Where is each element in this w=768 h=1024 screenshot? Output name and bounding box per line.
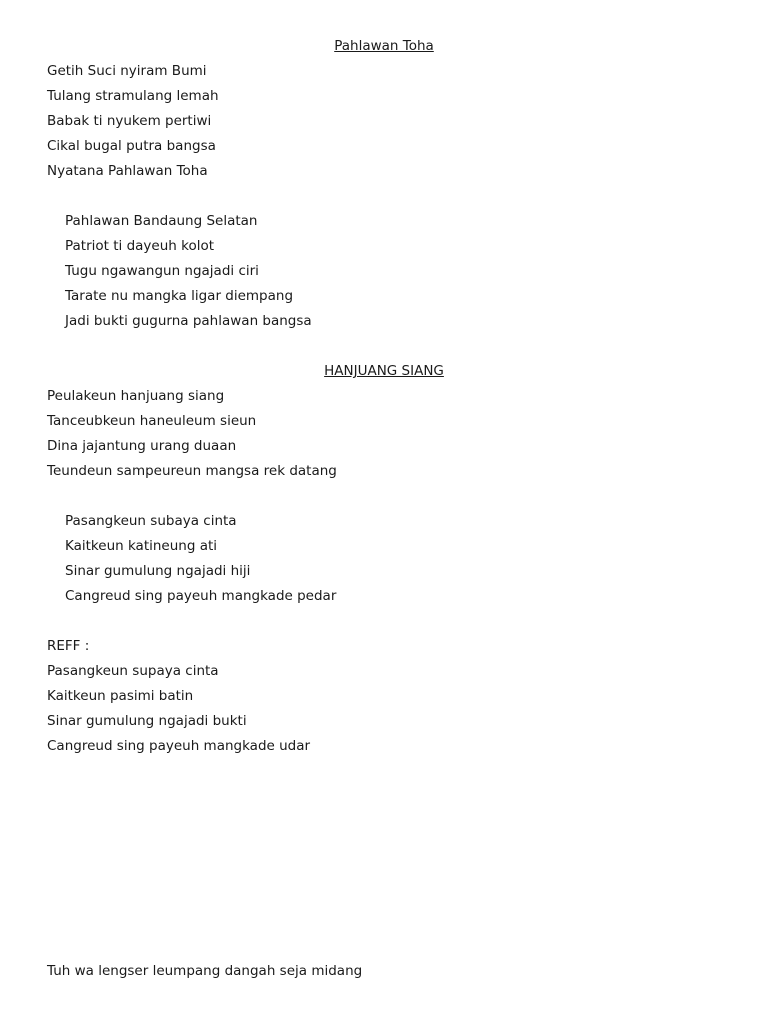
verse-line: Pasangkeun subaya cinta — [65, 513, 237, 529]
reff-label: REFF : — [47, 638, 90, 654]
verse-line: Nyatana Pahlawan Toha — [47, 163, 208, 179]
verse-line: Cikal bugal putra bangsa — [47, 138, 216, 154]
verse-line: Tarate nu mangka ligar diempang — [65, 288, 294, 304]
verse-line: Tulang stramulang lemah — [47, 88, 219, 104]
verse-line: Pahlawan Bandaung Selatan — [65, 213, 258, 229]
verse-line: Tanceubkeun haneuleum sieun — [47, 413, 257, 429]
verse-line: Dina jajantung urang duaan — [47, 438, 237, 454]
verse-line: Sinar gumulung ngajadi bukti — [47, 713, 247, 729]
verse-line: Sinar gumulung ngajadi hiji — [65, 563, 251, 579]
verse-line: Pasangkeun supaya cinta — [47, 663, 219, 679]
verse-line: Kaitkeun pasimi batin — [47, 688, 194, 704]
verse-line: Babak ti nyukem pertiwi — [47, 113, 212, 129]
verse-line: Kaitkeun katineung ati — [65, 538, 218, 554]
footer-verse-line: Tuh wa lengser leumpang dangah seja midang — [47, 963, 363, 979]
verse-line: Tugu ngawangun ngajadi ciri — [65, 263, 259, 279]
verse-line: Teundeun sampeureun mangsa rek datang — [47, 463, 337, 479]
verse-line: Getih Suci nyiram Bumi — [47, 63, 207, 79]
verse-line: Jadi bukti gugurna pahlawan bangsa — [65, 313, 312, 329]
poem-title-pahlawan-toha: Pahlawan Toha — [334, 38, 434, 54]
verse-line: Cangreud sing payeuh mangkade pedar — [65, 588, 337, 604]
poem-title-hanjuang-siang: HANJUANG SIANG — [324, 363, 444, 379]
verse-line: Cangreud sing payeuh mangkade udar — [47, 738, 311, 754]
verse-line: Peulakeun hanjuang siang — [47, 388, 225, 404]
verse-line: Patriot ti dayeuh kolot — [65, 238, 215, 254]
